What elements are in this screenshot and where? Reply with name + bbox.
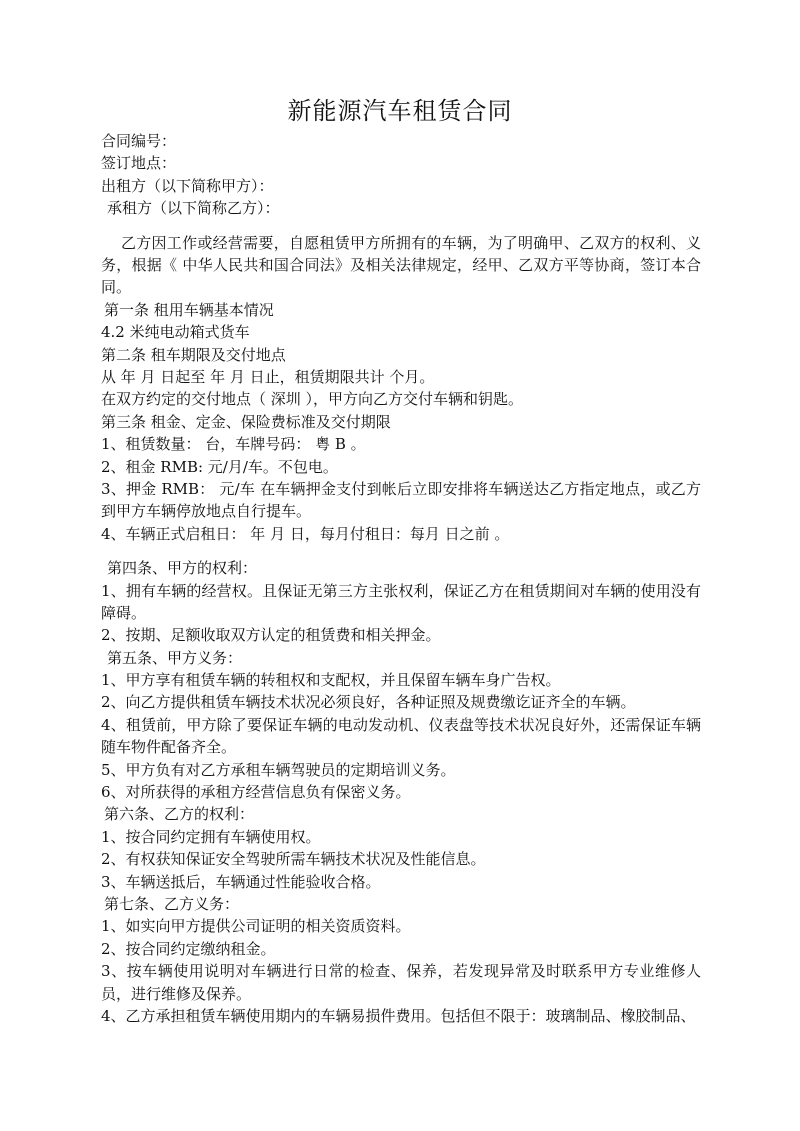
article-2-heading: 第二条 租车期限及交付地点 xyxy=(101,345,286,364)
article-7-line: 3、按车辆使用说明对车辆进行日常的检查、保养，若发现异常及时联系甲方专业维修人员，进行维修及保养。 xyxy=(101,962,701,1003)
article-7-line: 2、按合同约定缴纳租金。 xyxy=(101,939,276,958)
article-2-line: 在双方约定的交付地点（ 深圳 ），甲方向乙方交付车辆和钥匙。 xyxy=(101,390,524,409)
article-7-line: 1、如实向甲方提供公司证明的相关资质资料。 xyxy=(101,917,411,936)
article-7-heading: 第七条、乙方义务： xyxy=(104,895,240,914)
article-6-line: 1、按合同约定拥有车辆使用权。 xyxy=(101,827,321,846)
article-6-line: 3、车辆送抵后，车辆通过性能验收合格。 xyxy=(101,872,381,891)
document-title: 新能源汽车租赁合同 xyxy=(287,97,513,125)
article-5-line: 1、甲方享有租赁车辆的转租权和支配权，并且保留车辆车身广告权。 xyxy=(101,671,561,690)
article-5-line: 4、租赁前，甲方除了要保证车辆的电动发动机、仪表盘等技术状况良好外，还需保证车辆随车物件配备齐全。 xyxy=(101,715,701,757)
signing-place-field: 签订地点： xyxy=(101,154,177,173)
article-2-line: 从 年 月 日起至 年 月 日止，租赁期限共计 个月。 xyxy=(101,367,435,386)
preamble-paragraph: 乙方因工作或经营需要，自愿租赁甲方所拥有的车辆，为了明确甲、乙双方的权利、义务，根据《 中华人民共和国合同法》及相关法律规定，经甲、乙双方平等协商，签订本合同。 xyxy=(101,233,701,297)
document-body xyxy=(101,130,701,1027)
article-3-line: 2、租金 RMB: 元/月/车。不包电。 xyxy=(101,457,338,476)
article-6-heading: 第六条、乙方的权利： xyxy=(104,805,255,824)
article-5-line: 2、向乙方提供租赁车辆技术状况必须良好，各种证照及规费缴讫证齐全的车辆。 xyxy=(101,693,636,712)
article-3-line: 4、车辆正式启租日： 年 月 日，每月付租日：每月 日之前 。 xyxy=(101,524,510,543)
article-3-line: 1、租赁数量： 台，车牌号码： 粤 B 。 xyxy=(101,435,366,454)
article-7-line: 4、乙方承担租赁车辆使用期内的车辆易损件费用。包括但不限于：玻璃制品、橡胶制品、 xyxy=(101,1007,696,1026)
lessee-field: 承租方（以下简称乙方）： xyxy=(107,199,280,218)
article-4-line: 1、拥有车辆的经营权。且保证无第三方主张权利，保证乙方在租赁期间对车辆的使用没有障碍。 xyxy=(101,581,701,622)
lessor-field: 出租方（以下简称甲方）： xyxy=(101,176,274,195)
contract-number-field: 合同编号： xyxy=(101,132,177,150)
article-5-line: 6、对所获得的承租方经营信息负有保密义务。 xyxy=(101,783,411,802)
article-4-heading: 第四条、甲方的权利： xyxy=(107,559,258,578)
article-3-line: 3、押金 RMB： 元/车 在车辆押金支付到帐后立即安排将车辆送达乙方指定地点，或乙方到甲方车辆停放地点自行提车。 xyxy=(101,479,701,521)
article-5-heading: 第五条、甲方义务： xyxy=(107,648,243,667)
article-3-heading: 第三条 租金、定金、保险费标准及交付期限 xyxy=(101,412,391,431)
article-4-line: 2、按期、足额收取双方认定的租赁费和相关押金。 xyxy=(101,626,441,645)
article-1-line: 4.2 米纯电动箱式货车 xyxy=(101,323,250,342)
article-6-line: 2、有权获知保证安全驾驶所需车辆技术状况及性能信息。 xyxy=(101,850,486,869)
article-5-line: 5、甲方负有对乙方承租车辆驾驶员的定期培训义务。 xyxy=(101,760,456,779)
article-1-heading: 第一条 租用车辆基本情况 xyxy=(104,300,274,319)
